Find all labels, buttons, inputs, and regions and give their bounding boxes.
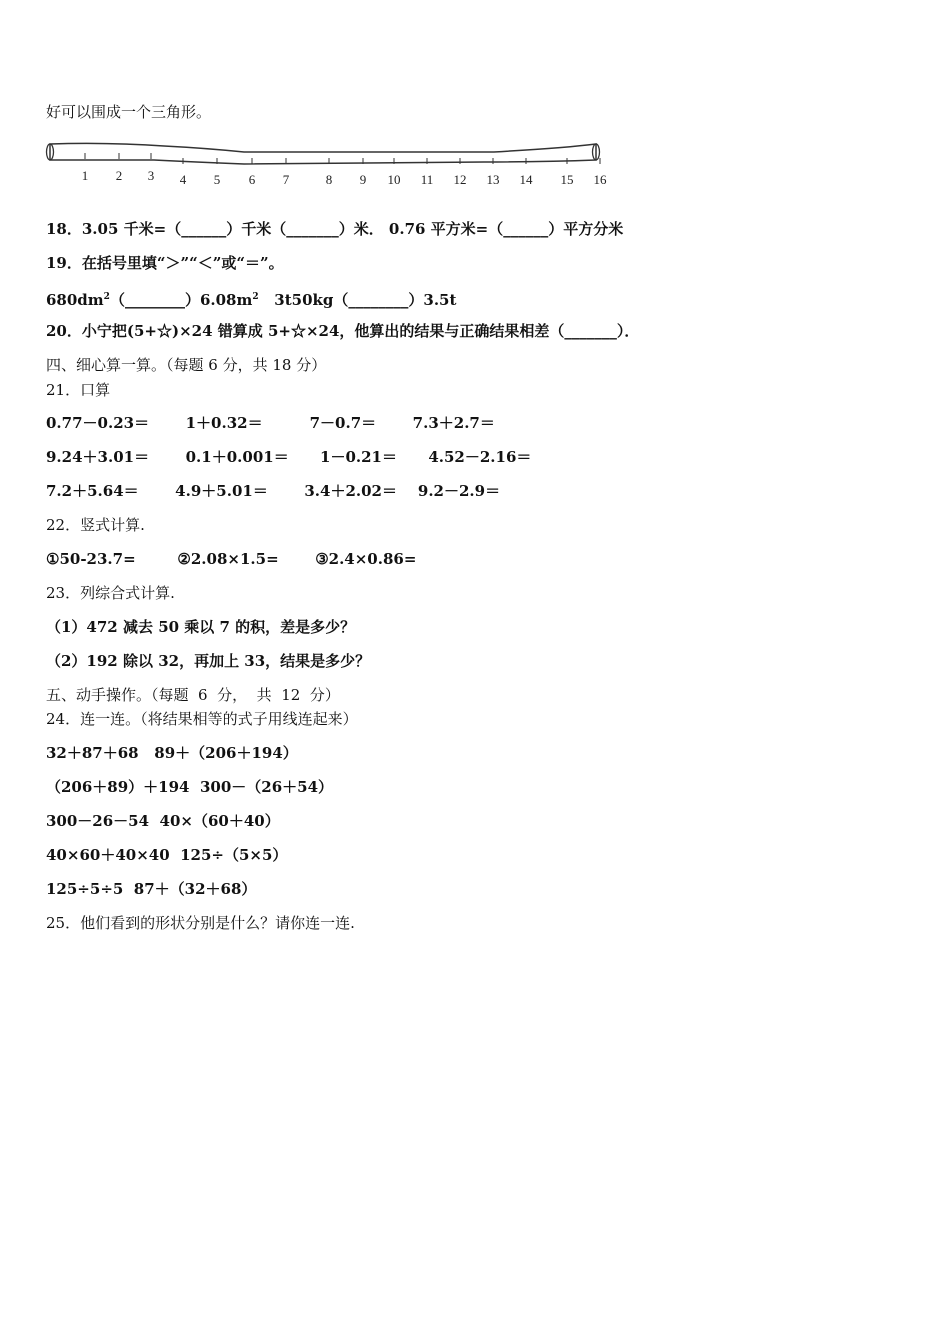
q19-b-sup: 2	[252, 292, 259, 302]
question-21-title: 21．口算	[46, 381, 111, 399]
section-4-heading: 四、细心算一算。（每题 6 分，共 18 分）	[46, 356, 327, 374]
q19-a-sup: 2	[103, 292, 110, 302]
q21-row-3: 7.2＋5.64＝ 4.9＋5.01＝ 3.4＋2.02＝ 9.2－2.9＝	[46, 482, 501, 500]
ruler-tick-label: 7	[282, 172, 290, 187]
question-22-title: 22．竖式计算.	[46, 516, 145, 534]
intro-text: 好可以围成一个三角形。	[46, 103, 212, 121]
question-19-title: 19．在括号里填“＞”“＜”或“＝”。	[46, 254, 284, 272]
question-23-part-2: （2）192 除以 32，再加上 33，结果是多少？	[46, 652, 371, 670]
question-23-part-1: （1）472 减去 50 乘以 7 的积，差是多少？	[46, 618, 356, 636]
section-5-heading: 五、动手操作。（每题 6 分， 共 12 分）	[46, 686, 340, 704]
q19-c: 3t50kg（________）3.5t	[258, 291, 457, 309]
q21-row-1: 0.77－0.23＝ 1＋0.32＝ 7－0.7＝ 7.3＋2.7＝	[46, 414, 495, 432]
ruler-tick-label: 5	[213, 172, 221, 187]
ruler-tick-label: 14	[519, 172, 533, 187]
question-24-title: 24．连一连。（将结果相等的式子用线连起来）	[46, 710, 358, 728]
ruler-tick-label: 8	[325, 172, 333, 187]
question-19-row	[46, 287, 456, 310]
ruler-tick-label: 15	[560, 172, 574, 187]
ruler-tick-label: 12	[453, 172, 467, 187]
ruler-tick-label: 11	[420, 172, 434, 187]
question-25: 25．他们看到的形状分别是什么？请你连一连.	[46, 914, 355, 932]
ruler-tick-label: 2	[115, 168, 123, 183]
question-22-items: ①50-23.7= ②2.08×1.5= ③2.4×0.86=	[46, 550, 417, 568]
ruler-tick-label: 16	[593, 172, 607, 187]
q24-row-3: 300－26－54 40×（60＋40）	[46, 812, 280, 830]
question-23-title: 23．列综合式计算.	[46, 584, 175, 602]
ruler-tick-label: 10	[387, 172, 401, 187]
ruler-tick-label: 3	[147, 168, 155, 183]
q24-row-2: （206＋89）＋194 300－（26＋54）	[46, 778, 334, 796]
ruler-tick-label: 13	[486, 172, 500, 187]
q24-row-4: 40×60＋40×40 125÷（5×5）	[46, 846, 288, 864]
q21-row-2: 9.24＋3.01＝ 0.1＋0.001＝ 1－0.21＝ 4.52－2.16＝	[46, 448, 532, 466]
ruler-tick-label: 6	[248, 172, 256, 187]
ruler-tick-label: 9	[359, 172, 367, 187]
ruler-tick-label: 1	[81, 168, 89, 183]
q19-b: （________）6.08m	[109, 291, 253, 309]
q24-row-5: 125÷5÷5 87＋（32＋68）	[46, 880, 257, 898]
question-18: 18．3.05 千米=（______）千米（_______）米． 0.76 平方米=（______）平方分米	[46, 220, 624, 238]
question-20: 20．小宁把(5+☆)×24 错算成 5+☆×24，他算出的结果与正确结果相差（_______）．	[46, 322, 640, 340]
ruler-tick-label: 4	[179, 172, 187, 187]
q24-row-1: 32＋87＋68 89＋（206＋194）	[46, 744, 298, 762]
q19-a: 680dm	[46, 291, 104, 309]
ruler-figure	[44, 138, 614, 194]
